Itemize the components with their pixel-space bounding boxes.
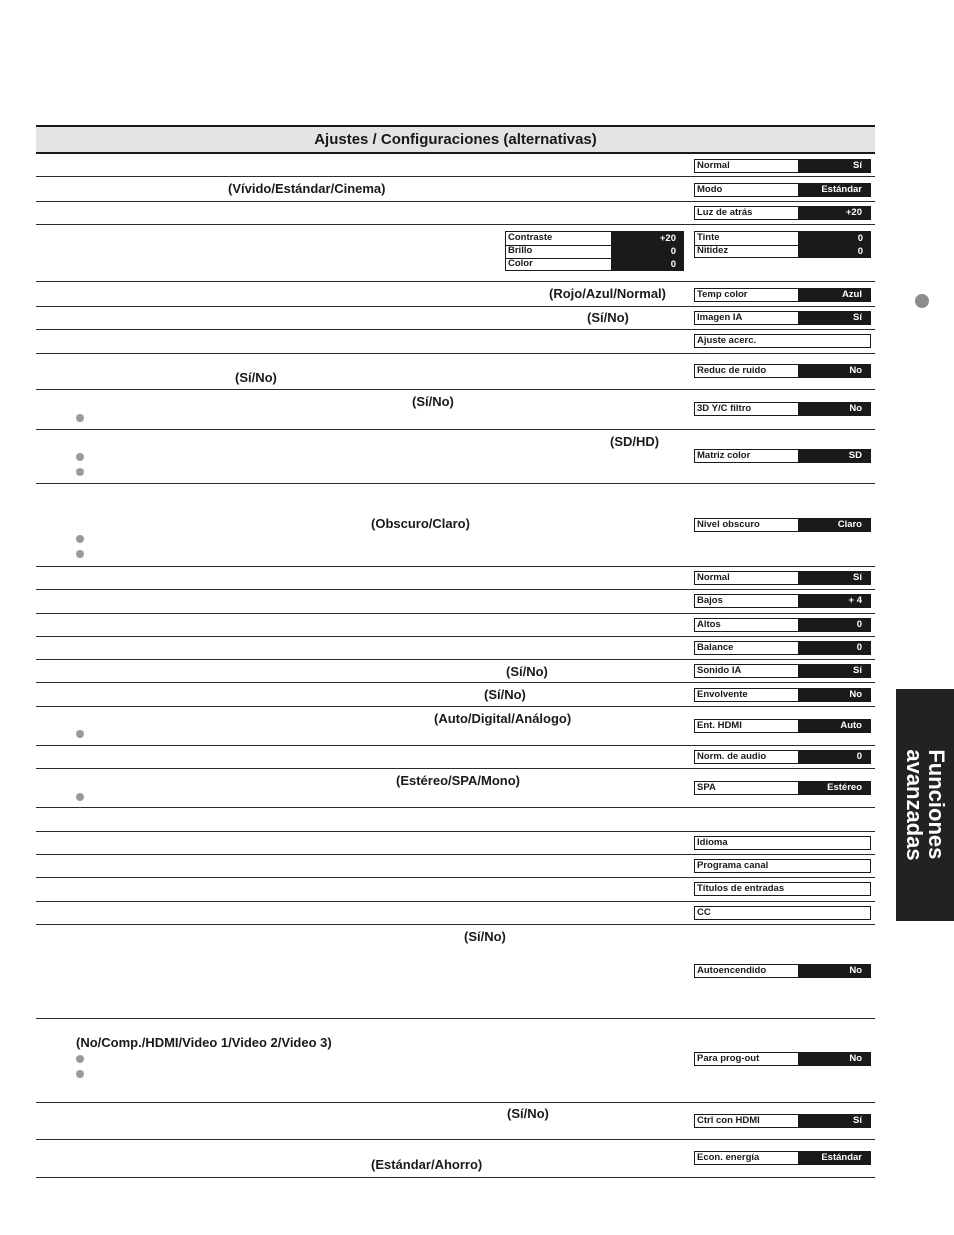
group-line-label: Color xyxy=(508,258,533,269)
row-options: (Auto/Digital/Análogo) xyxy=(434,711,572,726)
menu-item-autoencendido xyxy=(694,964,871,978)
menu-item-envolvente xyxy=(694,688,871,702)
menu-item-label: Reduc de ruido xyxy=(697,365,767,376)
group-line-value: 0 xyxy=(798,245,870,258)
menu-item-label: Altos xyxy=(697,619,721,630)
table-row xyxy=(36,590,875,614)
bullet-icon xyxy=(76,468,84,476)
menu-item-value: No xyxy=(798,689,870,701)
side-tab-label xyxy=(903,749,947,860)
menu-item-value: No xyxy=(798,403,870,415)
table-row xyxy=(36,637,875,660)
row-options: (Sí/No) xyxy=(412,394,454,409)
table-row xyxy=(36,614,875,637)
row-options: (Sí/No) xyxy=(235,370,277,385)
table-row xyxy=(36,1103,875,1140)
menu-item-label: Ent. HDMI xyxy=(697,720,742,731)
bullet-icon xyxy=(76,730,84,738)
menu-item-value: 0 xyxy=(798,642,870,654)
group-line-label: Contraste xyxy=(508,232,553,243)
table-row xyxy=(36,330,875,354)
menu-item-label: Para prog-out xyxy=(697,1053,760,1064)
row-options: (Sí/No) xyxy=(506,664,548,679)
menu-item-value: Estándar xyxy=(798,1152,870,1164)
menu-item-label: Temp color xyxy=(697,289,748,300)
menu-item-value: Sí xyxy=(798,665,870,677)
menu-item-value: No xyxy=(798,965,870,977)
row-options: (Sí/No) xyxy=(507,1106,549,1121)
menu-item-balance xyxy=(694,641,871,655)
row-options: (Sí/No) xyxy=(587,310,629,325)
group-line-label: Brillo xyxy=(508,245,533,256)
group-line xyxy=(506,245,683,258)
menu-item-label: Ajuste acerc. xyxy=(697,335,757,346)
menu-item-label: Normal xyxy=(697,160,730,171)
menu-item-value: No xyxy=(798,1053,870,1065)
menu-item-label: Modo xyxy=(697,184,723,195)
bullet-icon xyxy=(76,1055,84,1063)
menu-item-label: Envolvente xyxy=(697,689,748,700)
menu-item-value: Claro xyxy=(798,519,870,531)
table-row xyxy=(36,177,875,202)
group-line-value: +20 xyxy=(611,232,683,245)
bullet-icon xyxy=(76,453,84,461)
menu-item-ctrl-con-hdmi xyxy=(694,1114,871,1128)
menu-item-label: Idioma xyxy=(697,837,728,848)
menu-item-label: Matriz color xyxy=(697,450,751,461)
side-tab-line1: Funciones xyxy=(924,749,949,860)
table-row xyxy=(36,832,875,855)
menu-item-matriz-color xyxy=(694,449,871,463)
menu-item-para-prog-out xyxy=(694,1052,871,1066)
menu-item-reduc-de-ruido xyxy=(694,364,871,378)
table-row xyxy=(36,484,875,567)
menu-item-value: Sí xyxy=(798,1115,870,1127)
picture-adjust-group-right xyxy=(694,231,871,258)
row-options: (Rojo/Azul/Normal) xyxy=(549,286,666,301)
menu-item-ent-hdmi xyxy=(694,719,871,733)
side-tab xyxy=(896,689,954,921)
menu-item-label: Bajos xyxy=(697,595,723,606)
table-row xyxy=(36,878,875,902)
group-line xyxy=(695,245,870,258)
row-options: (SD/HD) xyxy=(610,434,660,449)
menu-item-norm-de-audio xyxy=(694,750,871,764)
menu-item-label: Sonido IA xyxy=(697,665,742,676)
row-options: (Obscuro/Claro) xyxy=(371,516,470,531)
table-row xyxy=(36,660,875,683)
menu-item-luz-de-atras xyxy=(694,206,871,220)
menu-item-sonido-ia xyxy=(694,664,871,678)
table-row xyxy=(36,154,875,177)
menu-item-value: 0 xyxy=(798,619,870,631)
menu-item-cc xyxy=(694,906,871,920)
row-options: (Sí/No) xyxy=(484,687,526,702)
menu-item-value: +20 xyxy=(798,207,870,219)
menu-item-titulos-de-entradas xyxy=(694,882,871,896)
menu-item-label: Normal xyxy=(697,572,730,583)
menu-item-programa-canal xyxy=(694,859,871,873)
bullet-icon xyxy=(76,535,84,543)
group-line xyxy=(506,258,683,271)
table-row xyxy=(36,354,875,390)
menu-item-value: Sí xyxy=(798,572,870,584)
row-options: (No/Comp./HDMI/Video 1/Video 2/Video 3) xyxy=(76,1035,332,1050)
menu-item-spa xyxy=(694,781,871,795)
side-tab-line2: avanzadas xyxy=(902,749,927,861)
table-row xyxy=(36,282,875,307)
menu-item-econ-energia xyxy=(694,1151,871,1165)
menu-item-ajuste-acerc xyxy=(694,334,871,348)
table-row xyxy=(36,925,875,1019)
menu-item-label: Imagen IA xyxy=(697,312,743,323)
menu-item-idioma xyxy=(694,836,871,850)
table-row xyxy=(36,808,875,832)
row-options: (Sí/No) xyxy=(464,929,506,944)
menu-item-value: 0 xyxy=(798,751,870,763)
bullet-icon xyxy=(76,1070,84,1078)
table-row xyxy=(36,307,875,330)
menu-item-label: Nivel obscuro xyxy=(697,519,760,530)
menu-item-altos xyxy=(694,618,871,632)
menu-item-value: + 4 xyxy=(798,595,870,607)
row-options: (Estéreo/SPA/Mono) xyxy=(396,773,520,788)
menu-item-value: No xyxy=(798,365,870,377)
table-row xyxy=(36,1019,875,1103)
section-marker-dot xyxy=(915,294,929,308)
group-line-value: 0 xyxy=(611,258,683,271)
table-header-title: Ajustes / Configuraciones (alternativas) xyxy=(314,131,597,148)
picture-adjust-group-left xyxy=(505,231,684,271)
menu-item-nivel-obscuro xyxy=(694,518,871,532)
menu-item-label: Ctrl con HDMI xyxy=(697,1115,760,1126)
menu-item-value: Sí xyxy=(798,160,870,172)
table-row xyxy=(36,225,875,282)
menu-item-label: Econ. energía xyxy=(697,1152,760,1163)
menu-item-modo xyxy=(694,183,871,197)
menu-item-label: Luz de atrás xyxy=(697,207,753,218)
group-line-label: Nitidez xyxy=(697,245,729,256)
menu-item-value: Azul xyxy=(798,289,870,301)
table-row xyxy=(36,390,875,430)
menu-item-label: CC xyxy=(697,907,711,918)
menu-item-label: Autoencendido xyxy=(697,965,767,976)
menu-item-value: SD xyxy=(798,450,870,462)
group-line-value: 0 xyxy=(611,245,683,258)
table-row xyxy=(36,746,875,769)
menu-item-value: Auto xyxy=(798,720,870,732)
table-row xyxy=(36,902,875,925)
menu-item-label: Títulos de entradas xyxy=(697,883,785,894)
menu-item-bajos xyxy=(694,594,871,608)
menu-item-label: Programa canal xyxy=(697,860,769,871)
table-row xyxy=(36,202,875,225)
menu-item-normal-audio xyxy=(694,571,871,585)
table-row xyxy=(36,707,875,746)
table-row xyxy=(36,1140,875,1178)
row-options: (Estándar/Ahorro) xyxy=(371,1157,483,1172)
bullet-icon xyxy=(76,550,84,558)
menu-item-label: 3D Y/C filtro xyxy=(697,403,752,414)
menu-item-normal xyxy=(694,159,871,173)
menu-item-value: Estándar xyxy=(798,184,870,196)
menu-item-value: Estéreo xyxy=(798,782,870,794)
table-row xyxy=(36,683,875,707)
bullet-icon xyxy=(76,414,84,422)
table-header xyxy=(36,125,875,154)
bullet-icon xyxy=(76,793,84,801)
group-line xyxy=(506,232,683,245)
group-line-value: 0 xyxy=(798,232,870,245)
table-row xyxy=(36,567,875,590)
menu-item-label: Balance xyxy=(697,642,734,653)
menu-item-temp-color xyxy=(694,288,871,302)
menu-item-label: SPA xyxy=(697,782,716,793)
menu-item-imagen-ia xyxy=(694,311,871,325)
menu-item-label: Norm. de audio xyxy=(697,751,767,762)
group-line xyxy=(695,232,870,245)
group-line-label: Tinte xyxy=(697,232,720,243)
row-options: (Vívido/Estándar/Cinema) xyxy=(228,181,386,196)
menu-item-value: Sí xyxy=(798,312,870,324)
table-row xyxy=(36,769,875,808)
table-row xyxy=(36,430,875,484)
menu-item-3d-yc-filtro xyxy=(694,402,871,416)
table-row xyxy=(36,855,875,878)
